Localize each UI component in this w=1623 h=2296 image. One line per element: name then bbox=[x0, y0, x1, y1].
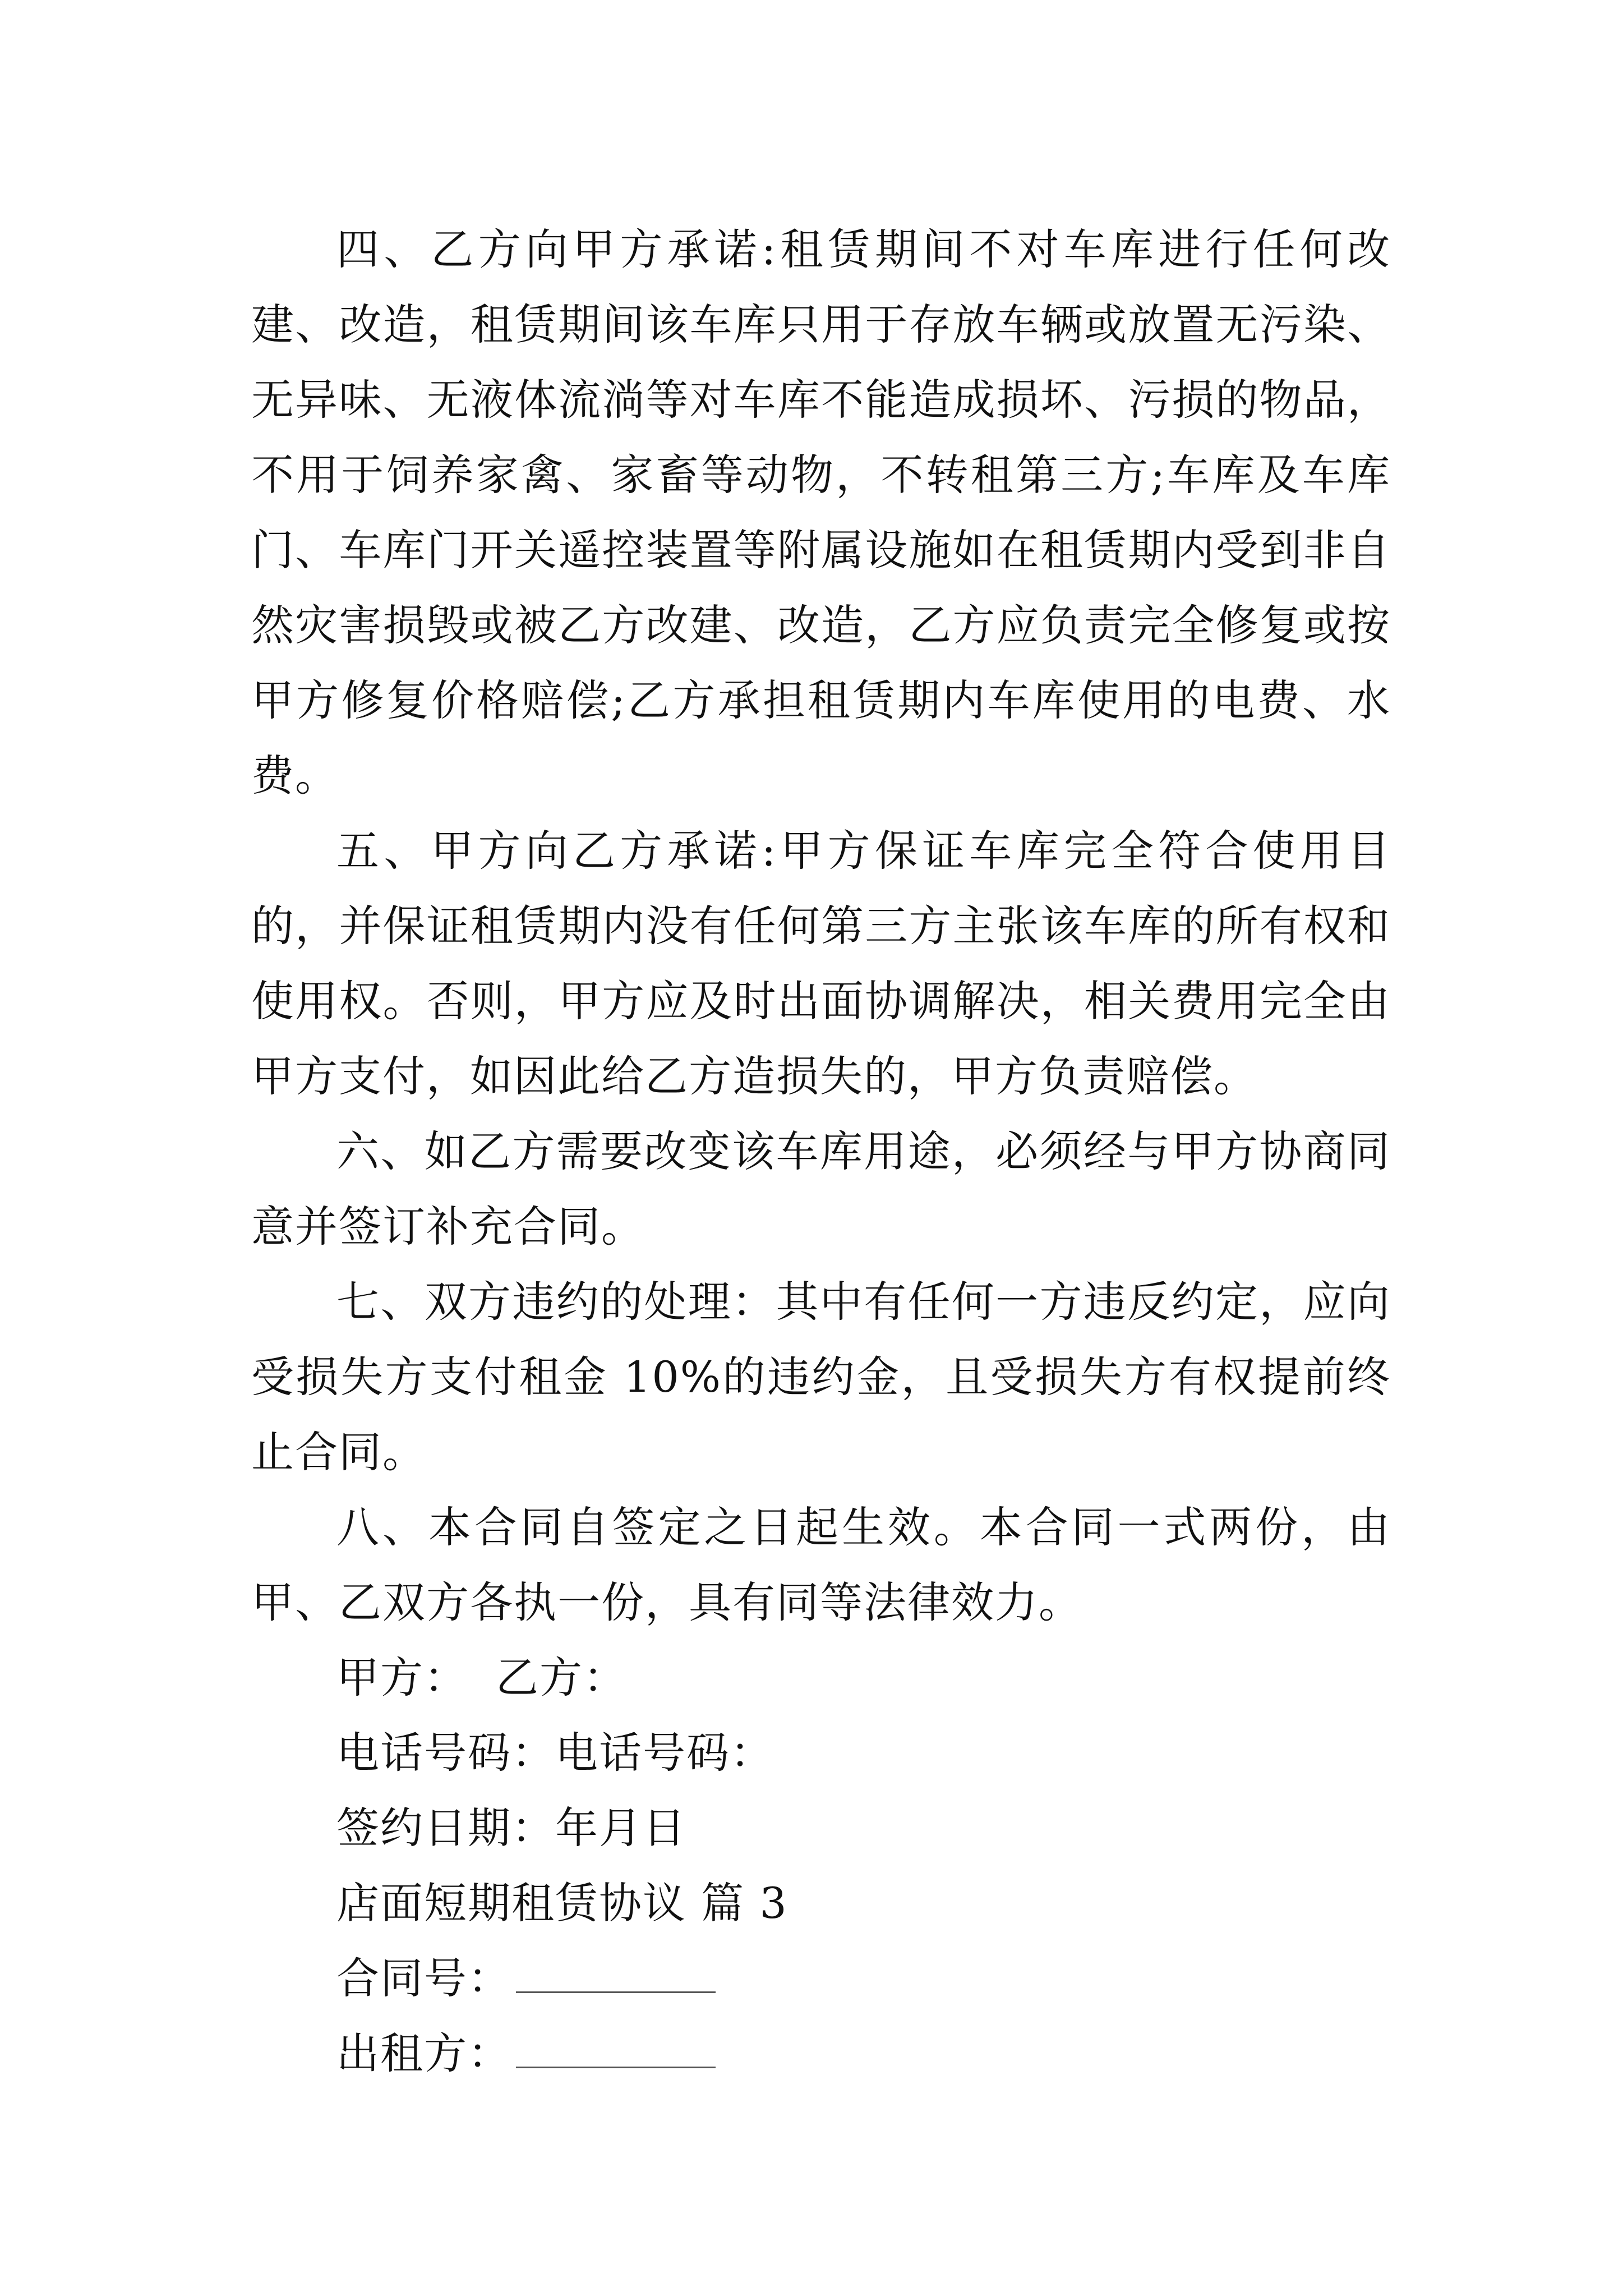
contract-number-blank bbox=[516, 1947, 716, 1993]
contract-number-line bbox=[251, 1941, 1391, 2016]
lessor-line bbox=[251, 2016, 1391, 2091]
clause-eight: 八、本合同自签定之日起生效。本合同一式两份，由甲、乙双方各执一份，具有同等法律效力。 bbox=[251, 1502, 1391, 1627]
clause-six: 六、如乙方需要改变该车库用途，必须经与甲方协商同意并签订补充合同。 bbox=[251, 1126, 1391, 1251]
section-title: 店面短期租赁协议 篇 3 bbox=[336, 1878, 788, 1928]
clause-four: 四、乙方向甲方承诺:租赁期间不对车库进行任何改建、改造，租赁期间该车库只用于存放车辆或放置无污染、无异味、无液体流淌等对车库不能造成损坏、污损的物品，不用于饲养家禽、家畜等动物，不转租第三方;车库及车库门、车库门开关遥控装置等附属设施如在租赁期内受到非自然灾害损毁或被乙方改建、改造，乙方应负责完全修复或按甲方修复价格赔偿;乙方承担租赁期内车库使用的电费、水费。 bbox=[251, 224, 1391, 800]
lessor-label: 出租方： bbox=[336, 2028, 511, 2078]
clause-seven: 七、双方违约的处理：其中有任何一方违反约定，应向受损失方支付租金 10%的违约金，且受损失方有权提前终止合同。 bbox=[251, 1277, 1391, 1477]
sign-date-line: 签约日期：年月日 bbox=[336, 1803, 686, 1853]
phone-line: 电话号码：电话号码： bbox=[336, 1728, 774, 1778]
contract-number-label: 合同号： bbox=[336, 1953, 511, 2003]
party-a-label: 甲方： bbox=[336, 1653, 468, 1703]
clause-five: 五、甲方向乙方承诺:甲方保证车库完全符合使用目的，并保证租赁期内没有任何第三方主张该车库的所有权和使用权。否则，甲方应及时出面协调解决，相关费用完全由甲方支付，如因此给乙方造损失的，甲方负责赔偿。 bbox=[251, 826, 1391, 1101]
party-signature-line bbox=[251, 1640, 1391, 1715]
party-b-label: 乙方： bbox=[496, 1653, 627, 1703]
lessor-blank bbox=[516, 2022, 716, 2068]
document-page bbox=[251, 212, 1391, 2091]
